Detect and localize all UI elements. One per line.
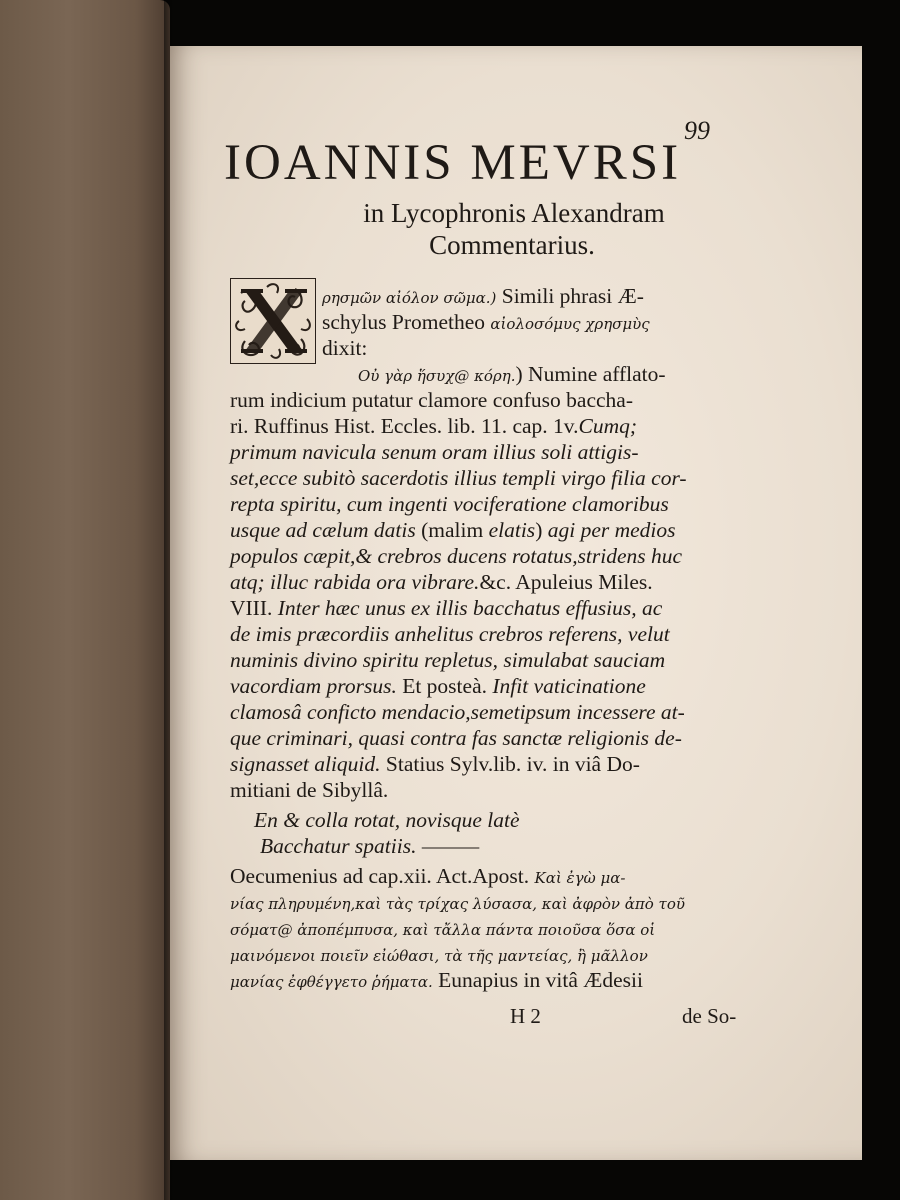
- ornament-icon: [231, 279, 315, 363]
- text-line: [230, 413, 637, 439]
- text-line: [230, 699, 685, 725]
- roman-text: Simili phrasi Æ-: [496, 284, 644, 308]
- roman-text: Et posteà.: [396, 674, 493, 698]
- italic-text: En & colla rotat, novisque latè: [254, 808, 520, 832]
- roman-text: ) Numine afflato-: [515, 362, 666, 386]
- text-line: [322, 335, 367, 361]
- page-number: 99: [684, 116, 710, 145]
- roman-text: ri. Ruffinus Hist. Eccles. lib. 11. cap. 1v.: [230, 414, 579, 438]
- greek-text: Καὶ ἐγὼ μα-: [534, 869, 626, 887]
- catchword: de So-: [682, 1004, 737, 1028]
- italic-text: Inter hæc unus ex illis bacchatus effusius, ac: [277, 596, 663, 620]
- italic-text: numinis divino spiritu repletus, simulabat sauciam: [230, 648, 666, 672]
- signature-mark: H 2: [510, 1004, 541, 1028]
- text-line: [230, 725, 682, 751]
- text-line: [254, 807, 520, 833]
- roman-text: mitiani de Sibyllâ.: [230, 778, 389, 802]
- roman-text: (malim: [421, 518, 489, 542]
- text-line: [230, 673, 646, 699]
- italic-text: elatis: [488, 518, 536, 542]
- text-line: [230, 465, 687, 491]
- roman-text: Oecumenius ad cap.xii. Act.Apost.: [230, 864, 535, 888]
- greek-text: ρησμῶν αἰόλον σῶμα.): [322, 289, 497, 307]
- greek-text: σόματ@ ἀποπέμπυσα, καὶ τἄλλα πάντα ποιοῦσα ὅσα οἱ: [230, 921, 656, 939]
- page-title: IOANNIS MEVRSI: [224, 135, 682, 191]
- greek-text: μανίας ἐφθέγγετο ῥήματα.: [230, 973, 433, 991]
- italic-text: atq; illuc rabida ora vibrare.: [230, 570, 480, 594]
- greek-text: Οὐ γὰρ ἥσυχ@ κόρη.: [358, 367, 516, 385]
- greek-text: νίας πληρυμένη,καὶ τὰς τρίχας λύσασα, καὶ ἀφρὸν ἀπὸ τοῦ: [230, 895, 685, 913]
- subtitle-line-2: Commentarius.: [429, 230, 595, 260]
- italic-text: primum navicula senum oram illius soli attigis-: [230, 440, 639, 464]
- facing-page-edge: [0, 0, 170, 1200]
- text-line: [230, 647, 665, 673]
- text-line: [230, 751, 640, 777]
- italic-text: set,ecce subitò sacerdotis illius templi virgo filia cor-: [230, 466, 687, 490]
- italic-text: usque ad cælum datis: [230, 518, 422, 542]
- italic-text: Infit vaticinatione: [492, 674, 646, 698]
- roman-text: Eunapius in vitâ Ædesii: [432, 968, 643, 992]
- italic-text: Cumq;: [578, 414, 638, 438]
- roman-text: rum indicium putatur clamore confuso baccha-: [230, 388, 633, 412]
- greek-text: αἰολοσόμυς χρησμὺς: [490, 315, 650, 333]
- text-line: [230, 967, 643, 995]
- text-line: [230, 621, 670, 647]
- subtitle-line-1: in Lycophronis Alexandram: [363, 198, 665, 228]
- book-page: [170, 46, 862, 1160]
- text-line: [230, 439, 639, 465]
- italic-text: populos cæpit,& crebros ducens rotatus,stridens huc: [230, 544, 683, 568]
- greek-text: μαινόμενοι ποιεῖν εἰώθασι, τὰ τῆς μαντείας, ἢ μᾶλλον: [230, 947, 648, 965]
- italic-text: repta spiritu, cum ingenti vociferatione clamoribus: [230, 492, 669, 516]
- italic-text: Bacchatur spatiis. ———: [260, 834, 480, 858]
- italic-text: que criminari, quasi contra fas sanctæ religionis de-: [230, 726, 682, 750]
- text-line: [230, 889, 685, 917]
- roman-text: &c. Apuleius Miles.: [479, 570, 653, 594]
- italic-text: clamosâ conficto mendacio,semetipsum incessere at-: [230, 700, 685, 724]
- text-line: [230, 387, 633, 413]
- italic-text: signasset aliquid.: [230, 752, 381, 776]
- text-line: [230, 491, 669, 517]
- text-line: [230, 915, 655, 943]
- text-line: [230, 777, 388, 803]
- text-line: [230, 941, 648, 969]
- decorated-initial-x: [230, 278, 316, 364]
- italic-text: de imis præcordiis anhelitus crebros referens, velut: [230, 622, 670, 646]
- text-line: [322, 309, 650, 337]
- roman-text: VIII.: [230, 596, 278, 620]
- roman-text: ): [535, 518, 548, 542]
- text-line: [230, 595, 662, 621]
- text-line: [230, 569, 653, 595]
- roman-text: schylus Prometheo: [322, 310, 491, 334]
- text-line: [358, 361, 666, 389]
- text-line: [230, 543, 682, 569]
- roman-text: dixit:: [322, 336, 368, 360]
- text-line: [230, 863, 625, 891]
- text-line: [230, 517, 676, 543]
- text-line: [322, 283, 644, 311]
- roman-text: Statius Sylv.lib. iv. in viâ Do-: [380, 752, 640, 776]
- text-line: [260, 833, 479, 859]
- italic-text: vacordiam prorsus.: [230, 674, 397, 698]
- italic-text: agi per medios: [547, 518, 676, 542]
